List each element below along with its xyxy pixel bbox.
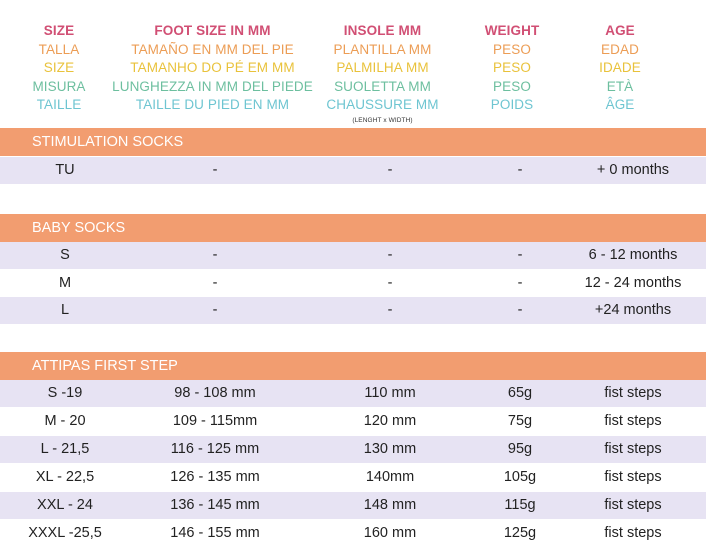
header-foot-it: LUNGHEZZA IN MM DEL PIEDE <box>112 78 313 94</box>
header-age-pt: IDADE <box>599 60 641 75</box>
header-age-fr: ÂGE <box>605 97 635 112</box>
cell-foot-size: 136 - 145 mm <box>170 497 260 513</box>
cell-foot-size: 98 - 108 mm <box>174 385 256 401</box>
cell-size: L <box>60 302 70 318</box>
header-size-pt: SIZE <box>43 60 75 75</box>
cell-foot-size: - <box>212 162 218 178</box>
header-age-en: AGE <box>605 23 635 38</box>
table-row <box>0 464 706 491</box>
table-row <box>0 380 706 407</box>
header-weight-fr: POIDS <box>490 97 534 112</box>
cell-weight: - <box>517 247 523 263</box>
header-weight-it: PESO <box>493 78 531 94</box>
cell-insole: - <box>387 247 393 263</box>
cell-insole: - <box>387 302 393 318</box>
cell-insole: 130 mm <box>363 441 417 457</box>
table-row <box>0 492 706 519</box>
header-weight-en: WEIGHT <box>484 23 540 38</box>
header-size-en: SIZE <box>43 23 75 38</box>
cell-weight: 125g <box>503 525 537 541</box>
cell-weight: 105g <box>503 469 537 485</box>
cell-insole: 110 mm <box>364 385 416 401</box>
cell-size: XXXL -25,5 <box>28 525 102 541</box>
table-header <box>0 22 713 132</box>
header-size-it: MISURA <box>32 78 86 94</box>
header-size-column <box>20 22 98 115</box>
cell-age: fist steps <box>604 525 662 541</box>
cell-age: fist steps <box>604 497 662 513</box>
header-foot-column <box>100 22 325 115</box>
header-insole-fr: CHAUSSURE MM <box>326 97 439 112</box>
header-weight-pt: PESO <box>493 60 531 75</box>
table-row <box>0 297 706 324</box>
cell-age: fist steps <box>604 469 662 485</box>
cell-foot-size: 146 - 155 mm <box>170 525 260 541</box>
table-row <box>0 408 706 435</box>
cell-foot-size: - <box>212 275 218 291</box>
header-weight-es: PESO <box>493 41 531 57</box>
cell-size: TU <box>55 162 75 178</box>
cell-foot-size: 109 - 115mm <box>172 413 258 429</box>
header-insole-it: SUOLETTA MM <box>334 78 431 94</box>
table-row <box>0 436 706 463</box>
table-row <box>0 270 706 297</box>
header-size-fr: TAILLE <box>36 97 82 112</box>
cell-weight: - <box>517 275 523 291</box>
header-insole-en: INSOLE MM <box>343 23 422 38</box>
section-stimulation-socks: STIMULATION SOCKS <box>0 128 706 156</box>
cell-age: 6 - 12 months <box>588 247 678 263</box>
cell-insole: - <box>387 162 393 178</box>
cell-foot-size: - <box>212 302 218 318</box>
cell-insole: 160 mm <box>363 525 417 541</box>
cell-weight: - <box>517 162 523 178</box>
cell-size: L - 21,5 <box>40 441 90 457</box>
cell-size: XL - 22,5 <box>35 469 95 485</box>
header-foot-en: FOOT SIZE IN MM <box>154 23 271 38</box>
header-weight-column <box>470 22 554 115</box>
header-age-it: ETÀ <box>606 78 634 94</box>
cell-insole: 140mm <box>365 469 415 485</box>
table-row <box>0 242 706 269</box>
header-insole-note: (LENGHT x WIDTH) <box>352 116 413 124</box>
cell-foot-size: - <box>212 247 218 263</box>
cell-weight: - <box>517 302 523 318</box>
cell-weight: 65g <box>507 385 533 401</box>
cell-insole: - <box>387 275 393 291</box>
header-age-column <box>575 22 665 115</box>
header-insole-es: PLANTILLA MM <box>333 41 432 57</box>
cell-foot-size: 126 - 135 mm <box>170 469 260 485</box>
cell-size: M <box>58 275 72 291</box>
cell-weight: 95g <box>507 441 533 457</box>
header-foot-pt: TAMANHO DO PÉ EM MM <box>130 60 295 75</box>
header-insole-pt: PALMILHA MM <box>336 60 429 75</box>
cell-age: +24 months <box>594 302 672 318</box>
cell-age: 12 - 24 months <box>584 275 682 291</box>
table-row <box>0 520 706 547</box>
table-row <box>0 157 706 184</box>
cell-weight: 115g <box>504 497 536 513</box>
cell-insole: 120 mm <box>363 413 417 429</box>
cell-age: + 0 months <box>596 162 670 178</box>
cell-foot-size: 116 - 125 mm <box>170 441 260 457</box>
cell-size: S -19 <box>47 385 83 401</box>
header-insole-column <box>320 22 445 125</box>
section-baby-socks: BABY SOCKS <box>0 214 706 242</box>
header-age-es: EDAD <box>601 41 639 57</box>
header-size-es: TALLA <box>38 41 80 57</box>
header-foot-fr: TAILLE DU PIED EN MM <box>135 97 290 112</box>
cell-age: fist steps <box>604 441 662 457</box>
section-attipas-first-step: ATTIPAS FIRST STEP <box>0 352 706 380</box>
cell-age: fist steps <box>604 413 662 429</box>
header-foot-es: TAMAÑO EN MM DEL PIE <box>131 41 294 57</box>
cell-age: fist steps <box>604 385 662 401</box>
cell-size: S <box>60 247 70 263</box>
cell-weight: 75g <box>507 413 533 429</box>
cell-size: M - 20 <box>44 413 86 429</box>
cell-size: XXL - 24 <box>37 497 93 513</box>
cell-insole: 148 mm <box>363 497 417 513</box>
